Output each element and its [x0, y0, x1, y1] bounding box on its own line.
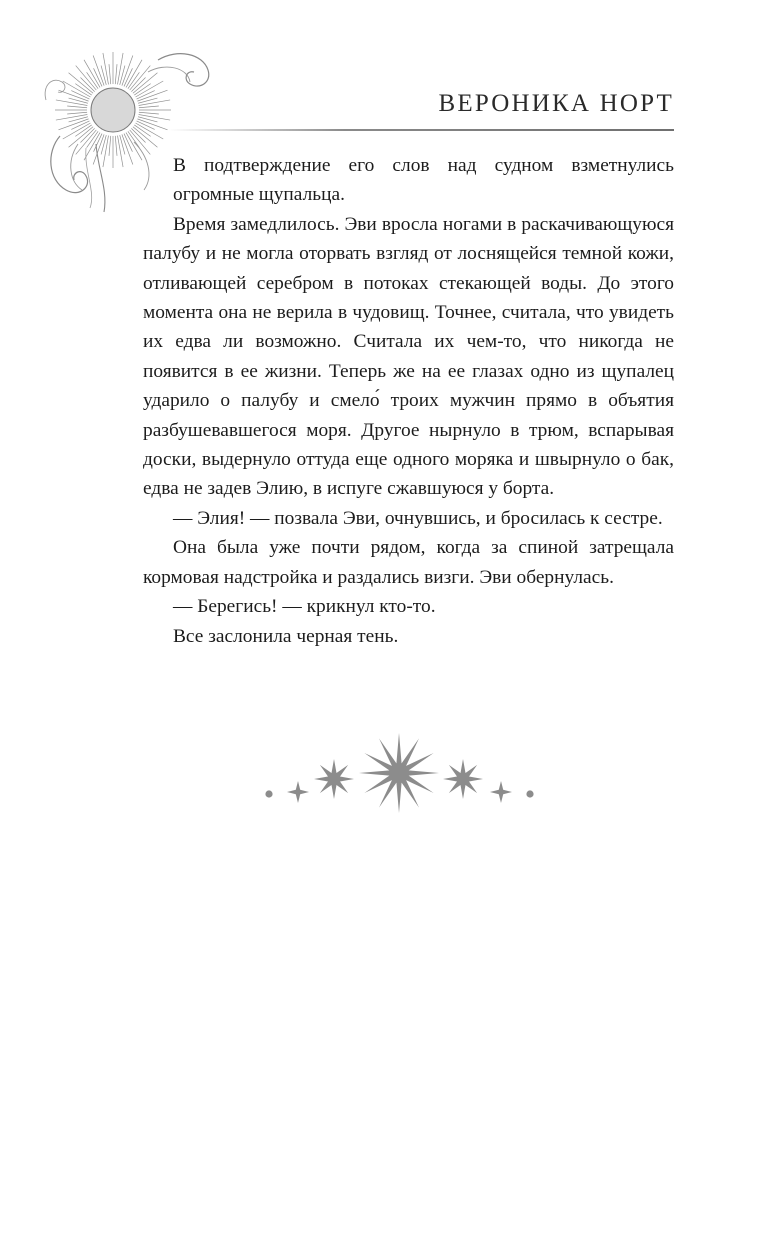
paragraph-1: В подтверждение его слов над судном взметнулись огромные щупальца. — [173, 155, 674, 206]
sun-stars-divider-icon — [258, 733, 538, 813]
body-text — [143, 151, 674, 651]
paragraph-4: Она была уже почти рядом, когда за спиной затрещала кормовая надстройка и раздались визги. Эви обернулась. — [143, 537, 674, 588]
paragraph-2: Время замедлилось. Эви вросла ногами в раскачивающуюся палубу и не могла оторвать взгляд от лоснящейся темной кожи, отливающей серебром в потоках стекающей воды. До этого момента она не верила в чудовищ. Точнее, считала, что увидеть их едва ли возможно. Считала их чем-то, что никогда не появится в ее жизни. Теперь же на ее глазах одно из щупалец ударило о палубу и смело́ троих мужчин прямо в объятия разбушевавшегося моря. Другое нырнуло в трюм, вспарывая доски, выдернуло оттуда еще одного моряка и швырнуло о бак, едва не задев Элию, в испуге сжавшуюся у борта. — [143, 213, 674, 500]
paragraph-5: — Берегись! — крикнул кто-то. — [173, 596, 436, 618]
paragraph-3: — Элия! — позвала Эви, очнувшись, и бросилась к сестре. — [173, 507, 663, 529]
paragraph-6: Все заслонила черная тень. — [173, 625, 399, 647]
header-rule — [168, 129, 674, 131]
running-head-author: ВЕРОНИКА НОРТ — [438, 90, 674, 117]
